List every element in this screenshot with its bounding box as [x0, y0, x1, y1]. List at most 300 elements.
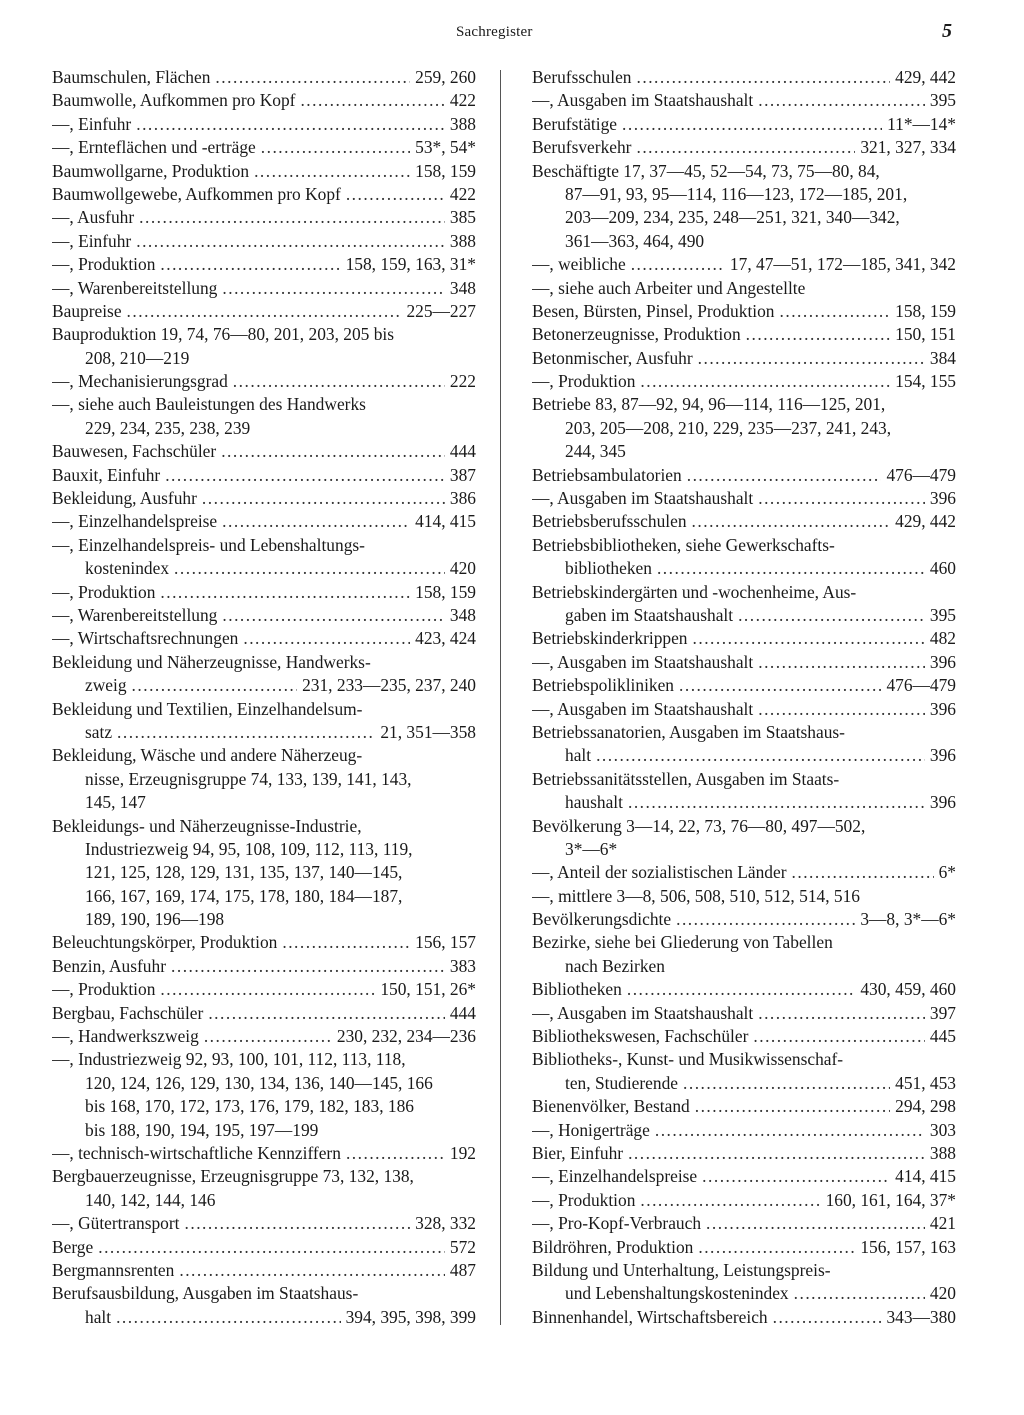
index-term: —, Handwerkszweig — [52, 1026, 199, 1047]
dot-leader — [132, 674, 298, 697]
index-entry — [52, 651, 476, 674]
index-entry — [532, 464, 956, 487]
index-entry — [532, 370, 956, 393]
index-entry — [532, 487, 956, 510]
index-term: Betriebspolikliniken — [532, 675, 675, 696]
index-term: —, Anteil der sozialistischen Länder — [532, 862, 787, 883]
page-reference: 386 — [449, 488, 476, 509]
index-term: Bekleidung, Ausfuhr — [52, 488, 197, 509]
dot-leader — [222, 277, 445, 300]
index-entry — [52, 487, 476, 510]
index-term: haushalt — [565, 792, 623, 813]
page-reference: 156, 157 — [415, 932, 476, 953]
dot-leader — [640, 370, 890, 393]
dot-leader — [185, 1212, 411, 1235]
index-entry — [52, 300, 476, 323]
index-entry — [532, 721, 956, 744]
dot-leader — [631, 253, 725, 276]
index-term: Baumwolle, Aufkommen pro Kopf — [52, 90, 296, 111]
dot-leader — [758, 487, 925, 510]
index-term: Berge — [52, 1236, 94, 1257]
dot-leader — [174, 557, 445, 580]
index-term: 203, 205—208, 210, 229, 235—237, 241, 243, — [565, 417, 892, 438]
index-entry — [52, 206, 476, 229]
index-term: 361—363, 464, 490 — [565, 230, 705, 251]
index-entry — [532, 206, 956, 229]
index-term: —, Warenbereitstellung — [52, 277, 218, 298]
page-reference: 487 — [449, 1259, 476, 1280]
index-entry — [52, 721, 476, 744]
page-reference: 17, 47—51, 172—185, 341, 342 — [729, 254, 956, 275]
page-reference: 160, 161, 164, 37* — [825, 1189, 956, 1210]
index-entry — [532, 1119, 956, 1142]
index-entry — [532, 1142, 956, 1165]
index-term: —, Produktion — [52, 979, 156, 1000]
index-term: —, Einzelhandelspreise — [52, 511, 218, 532]
index-entry — [532, 955, 956, 978]
page-reference: 429, 442 — [895, 511, 956, 532]
page-reference: 53*, 54* — [415, 137, 476, 158]
index-entry — [52, 978, 476, 1001]
index-entry — [52, 815, 476, 838]
dot-leader — [698, 347, 925, 370]
index-entry — [52, 1306, 476, 1329]
page-reference: 476—479 — [886, 675, 956, 696]
index-term: bis 168, 170, 172, 173, 176, 179, 182, 183, 186 — [85, 1096, 414, 1117]
index-entry — [532, 277, 956, 300]
index-entry — [52, 791, 476, 814]
index-term: Betriebe 83, 87—92, 94, 96—114, 116—125, 201, — [532, 394, 886, 415]
index-entry — [52, 160, 476, 183]
index-term: —, Industriezweig 92, 93, 100, 101, 112, 113, 118, — [52, 1049, 406, 1070]
index-entry — [532, 136, 956, 159]
dot-leader — [687, 464, 882, 487]
index-term: Bildung und Unterhaltung, Leistungspreis- — [532, 1259, 831, 1280]
index-entry — [52, 931, 476, 954]
index-term: 120, 124, 126, 129, 130, 134, 136, 140—145, 166 — [85, 1072, 433, 1093]
index-entry — [532, 1095, 956, 1118]
page-reference: 421 — [929, 1213, 956, 1234]
index-term: Bergbauerzeugnisse, Erzeugnisgruppe 73, 132, 138, — [52, 1166, 414, 1187]
index-term: Betriebskinderkrippen — [532, 628, 688, 649]
index-term: Betonerzeugnisse, Produktion — [532, 324, 741, 345]
index-term: Bezirke, siehe bei Gliederung von Tabellen — [532, 932, 833, 953]
dot-leader — [204, 1025, 332, 1048]
dot-leader — [679, 674, 881, 697]
page-reference: 303 — [929, 1119, 956, 1140]
index-term: —, Ernteflächen und -erträge — [52, 137, 256, 158]
dot-leader — [282, 931, 410, 954]
page-reference: 192 — [449, 1142, 476, 1163]
dot-leader — [640, 1189, 820, 1212]
index-entry — [52, 1165, 476, 1188]
index-entry — [52, 66, 476, 89]
page-reference: 385 — [449, 207, 476, 228]
index-term: —, Produktion — [52, 581, 156, 602]
page-reference: 259, 260 — [415, 67, 476, 87]
index-entry — [52, 183, 476, 206]
dot-leader — [738, 604, 925, 627]
index-term: 87—91, 93, 95—114, 116—123, 172—185, 201, — [565, 183, 908, 204]
page-reference: 156, 157, 163 — [860, 1236, 956, 1257]
dot-leader — [346, 1142, 445, 1165]
dot-leader — [215, 66, 410, 89]
index-entry — [532, 347, 956, 370]
page-reference: 429, 442 — [895, 67, 956, 87]
page-reference: 158, 159 — [415, 160, 476, 181]
page-reference: 444 — [449, 1002, 476, 1023]
page-header — [0, 22, 1024, 46]
index-entry — [52, 230, 476, 253]
page-reference: 388 — [929, 1142, 956, 1163]
index-entry — [52, 744, 476, 767]
dot-leader — [628, 791, 925, 814]
dot-leader — [698, 1236, 855, 1259]
page-reference: 395 — [929, 90, 956, 111]
dot-leader — [792, 861, 934, 884]
index-entry — [52, 955, 476, 978]
page-reference: 420 — [929, 1283, 956, 1304]
index-term: Baumschulen, Flächen — [52, 67, 211, 87]
dot-leader — [596, 744, 925, 767]
index-entry — [52, 464, 476, 487]
index-entry — [532, 581, 956, 604]
index-entry — [52, 674, 476, 697]
index-entry — [532, 1236, 956, 1259]
index-entry — [532, 160, 956, 183]
dot-leader — [160, 581, 410, 604]
dot-leader — [676, 908, 855, 931]
index-entry — [52, 581, 476, 604]
index-term: —, Ausgaben im Staatshaushalt — [532, 651, 754, 672]
index-entry — [532, 698, 956, 721]
index-term: —, Mechanisierungsgrad — [52, 371, 228, 392]
dot-leader — [693, 627, 925, 650]
index-term: halt — [85, 1306, 112, 1327]
index-entry — [532, 510, 956, 533]
index-term: Berufsverkehr — [532, 137, 632, 158]
index-term: Bauwesen, Fachschüler — [52, 441, 217, 462]
dot-leader — [117, 721, 375, 744]
page-reference: 460 — [929, 558, 956, 579]
dot-leader — [758, 651, 925, 674]
index-entry — [532, 230, 956, 253]
index-term: Bekleidung und Näherzeugnisse, Handwerks- — [52, 651, 371, 672]
page-reference: 422 — [449, 90, 476, 111]
dot-leader — [695, 1095, 890, 1118]
index-term: 166, 167, 169, 174, 175, 178, 180, 184—187, — [85, 885, 403, 906]
index-term: Bergbau, Fachschüler — [52, 1002, 204, 1023]
index-entry — [532, 744, 956, 767]
index-entry — [52, 838, 476, 861]
dot-leader — [160, 253, 340, 276]
index-entry — [532, 253, 956, 276]
index-term: —, technisch-wirtschaftliche Kennziffern — [52, 1142, 341, 1163]
index-column-right — [532, 66, 956, 1329]
index-term: Bildröhren, Produktion — [532, 1236, 694, 1257]
index-term: halt — [565, 745, 592, 766]
index-term: —, Ausgaben im Staatshaushalt — [532, 90, 754, 111]
page-reference: 445 — [929, 1026, 956, 1047]
index-entry — [52, 1095, 476, 1118]
page-reference: 158, 159 — [895, 300, 956, 321]
page-reference: 150, 151 — [895, 324, 956, 345]
index-entry — [52, 1119, 476, 1142]
index-entry — [52, 277, 476, 300]
page-reference: 158, 159, 163, 31* — [345, 254, 476, 275]
dot-leader — [622, 113, 882, 136]
index-term: Bevölkerungsdichte — [532, 909, 672, 930]
dot-leader — [165, 464, 445, 487]
dot-leader — [254, 160, 410, 183]
dot-leader — [628, 1142, 925, 1165]
index-term: Baumwollgarne, Produktion — [52, 160, 250, 181]
dot-leader — [208, 1002, 445, 1025]
page-reference: 396 — [929, 488, 956, 509]
index-entry — [532, 557, 956, 580]
page-reference: 422 — [449, 183, 476, 204]
index-entry — [532, 66, 956, 89]
index-term: —, Produktion — [532, 371, 636, 392]
index-term: —, mittlere 3—8, 506, 508, 510, 512, 514, 516 — [532, 885, 860, 906]
dot-leader — [706, 1212, 925, 1235]
dot-leader — [780, 300, 891, 323]
index-entry — [532, 393, 956, 416]
index-term: —, Ausfuhr — [52, 207, 135, 228]
index-entry — [532, 1048, 956, 1071]
dot-leader — [627, 978, 856, 1001]
index-term: gaben im Staatshaushalt — [565, 604, 734, 625]
page-reference: 348 — [449, 277, 476, 298]
page-reference: 396 — [929, 651, 956, 672]
page-reference: 444 — [449, 441, 476, 462]
index-entry — [52, 113, 476, 136]
index-term: 121, 125, 128, 129, 131, 135, 137, 140—145, — [85, 862, 403, 883]
page-reference: 476—479 — [886, 464, 956, 485]
index-entry — [52, 1048, 476, 1071]
index-entry — [52, 534, 476, 557]
index-term: —, Wirtschaftsrechnungen — [52, 628, 239, 649]
dot-leader — [637, 66, 891, 89]
dot-leader — [758, 1002, 925, 1025]
index-entry — [532, 931, 956, 954]
index-entry — [532, 1212, 956, 1235]
index-entry — [52, 1259, 476, 1282]
dot-leader — [746, 323, 890, 346]
index-entry — [52, 89, 476, 112]
index-entry — [532, 627, 956, 650]
index-term: 140, 142, 144, 146 — [85, 1189, 216, 1210]
index-term: Betonmischer, Ausfuhr — [532, 347, 693, 368]
index-entry — [52, 1212, 476, 1235]
page-reference: 396 — [929, 792, 956, 813]
index-term: Bibliothekswesen, Fachschüler — [532, 1026, 749, 1047]
index-entry — [52, 370, 476, 393]
dot-leader — [657, 557, 925, 580]
page-number: 5 — [942, 20, 952, 42]
page-reference: 154, 155 — [895, 371, 956, 392]
index-term: —, Einzelhandelspreis- und Lebenshaltungs- — [52, 534, 365, 555]
index-term: Betriebsbibliotheken, siehe Gewerkschafts- — [532, 534, 835, 555]
index-term: Betriebsberufsschulen — [532, 511, 687, 532]
page-reference: 482 — [929, 628, 956, 649]
page-reference: 222 — [449, 371, 476, 392]
index-entry — [532, 300, 956, 323]
index-term: —, Warenbereitstellung — [52, 604, 218, 625]
dot-leader — [136, 113, 445, 136]
index-entry — [52, 510, 476, 533]
page-reference: 225—227 — [406, 300, 476, 321]
running-title: Sachregister — [456, 24, 533, 40]
index-term: Bauxit, Einfuhr — [52, 464, 161, 485]
dot-leader — [139, 206, 445, 229]
index-entry — [532, 417, 956, 440]
dot-leader — [655, 1119, 925, 1142]
index-entry — [52, 136, 476, 159]
index-term: —, Produktion — [532, 1189, 636, 1210]
index-term: 244, 345 — [565, 441, 626, 462]
dot-leader — [758, 698, 925, 721]
page-reference: 158, 159 — [415, 581, 476, 602]
index-term: 145, 147 — [85, 792, 146, 813]
index-entry — [532, 1189, 956, 1212]
index-term: Benzin, Ausfuhr — [52, 955, 166, 976]
page-reference: 21, 351—358 — [380, 721, 476, 742]
dot-leader — [116, 1306, 340, 1329]
index-entry — [532, 651, 956, 674]
index-term: Bekleidungs- und Näherzeugnisse-Industrie, — [52, 815, 362, 836]
index-term: Baupreise — [52, 300, 122, 321]
page-reference: 397 — [929, 1002, 956, 1023]
page-reference: 150, 151, 26* — [380, 979, 476, 1000]
dot-leader — [171, 955, 445, 978]
index-entry — [52, 417, 476, 440]
index-entry — [52, 1072, 476, 1095]
page-reference: 414, 415 — [895, 1166, 956, 1187]
page-reference: 231, 233—235, 237, 240 — [302, 675, 476, 696]
index-term: und Lebenshaltungskostenindex — [565, 1283, 789, 1304]
index-entry — [52, 1025, 476, 1048]
page-reference: 343—380 — [886, 1306, 956, 1327]
index-term: 3*—6* — [565, 838, 618, 859]
index-term: Bienenvölker, Bestand — [532, 1096, 690, 1117]
index-term: —, Gütertransport — [52, 1213, 180, 1234]
index-entry — [52, 557, 476, 580]
page-reference: 387 — [449, 464, 476, 485]
page-reference: 572 — [449, 1236, 476, 1257]
page-reference: 383 — [449, 955, 476, 976]
index-entry — [532, 1259, 956, 1282]
index-entry — [532, 1002, 956, 1025]
index-term: bibliotheken — [565, 558, 652, 579]
index-term: —, siehe auch Bauleistungen des Handwerks — [52, 394, 366, 415]
page-reference: 3—8, 3*—6* — [860, 909, 956, 930]
index-term: 189, 190, 196—198 — [85, 909, 225, 930]
index-term: —, Ausgaben im Staatshaushalt — [532, 1002, 754, 1023]
index-entry — [532, 885, 956, 908]
index-entry — [52, 1002, 476, 1025]
dot-leader — [98, 1236, 445, 1259]
index-term: Baumwollgewebe, Aufkommen pro Kopf — [52, 183, 341, 204]
index-entry — [52, 627, 476, 650]
index-term: Industriezweig 94, 95, 108, 109, 112, 113, 119, — [85, 838, 413, 859]
index-term: —, Pro-Kopf-Verbrauch — [532, 1213, 702, 1234]
index-term: ten, Studierende — [565, 1072, 679, 1093]
dot-leader — [346, 183, 445, 206]
index-entry — [52, 698, 476, 721]
index-entry — [52, 908, 476, 931]
page-reference: 230, 232, 234—236 — [336, 1026, 476, 1047]
page-reference: 423, 424 — [415, 628, 476, 649]
index-term: —, Einfuhr — [52, 113, 132, 134]
dot-leader — [753, 1025, 925, 1048]
page-reference: 395 — [929, 604, 956, 625]
index-term: kostenindex — [85, 558, 170, 579]
index-term: Bekleidung und Textilien, Einzelhandelsum- — [52, 698, 363, 719]
index-term: 208, 210—219 — [85, 347, 190, 368]
dot-leader — [683, 1072, 890, 1095]
index-entry — [532, 838, 956, 861]
column-divider — [500, 70, 501, 1325]
dot-leader — [702, 1165, 890, 1188]
dot-leader — [179, 1259, 445, 1282]
index-entry — [532, 815, 956, 838]
page-reference: 414, 415 — [415, 511, 476, 532]
page-reference: 321, 327, 334 — [860, 137, 956, 158]
index-term: —, weibliche — [532, 254, 626, 275]
page-reference: 348 — [449, 604, 476, 625]
index-term: Betriebskindergärten und -wochenheime, Aus- — [532, 581, 857, 602]
dot-leader — [794, 1282, 925, 1305]
index-entry — [52, 1189, 476, 1212]
index-term: Bier, Einfuhr — [532, 1142, 624, 1163]
page-reference: 328, 332 — [415, 1213, 476, 1234]
index-term: —, Einzelhandelspreise — [532, 1166, 698, 1187]
page-reference: 396 — [929, 698, 956, 719]
index-term: 229, 234, 235, 238, 239 — [85, 417, 251, 438]
index-entry — [532, 89, 956, 112]
index-entry — [52, 885, 476, 908]
page-reference: 396 — [929, 745, 956, 766]
index-entry — [532, 604, 956, 627]
index-term: —, Produktion — [52, 254, 156, 275]
dot-leader — [160, 978, 375, 1001]
index-entry — [532, 534, 956, 557]
page-reference: 394, 395, 398, 399 — [345, 1306, 476, 1327]
index-term: 203—209, 234, 235, 248—251, 321, 340—342, — [565, 207, 900, 228]
index-term: Bibliotheks-, Kunst- und Musikwissenschaf- — [532, 1049, 844, 1070]
dot-leader — [243, 627, 410, 650]
index-entry — [532, 440, 956, 463]
index-entry — [532, 1025, 956, 1048]
index-term: Bekleidung, Wäsche und andere Näherzeug- — [52, 745, 363, 766]
page-reference: 451, 453 — [895, 1072, 956, 1093]
index-term: zweig — [85, 675, 127, 696]
page-reference: 6* — [938, 862, 956, 883]
index-column-left — [52, 66, 476, 1329]
dot-leader — [758, 89, 925, 112]
index-term: Besen, Bürsten, Pinsel, Produktion — [532, 300, 775, 321]
index-entry — [532, 113, 956, 136]
index-term: Betriebssanatorien, Ausgaben im Staatshaus- — [532, 721, 845, 742]
index-term: Berufsausbildung, Ausgaben im Staatshaus- — [52, 1283, 359, 1304]
dot-leader — [127, 300, 402, 323]
dot-leader — [136, 230, 445, 253]
index-term: —, Einfuhr — [52, 230, 132, 251]
index-term: Berufsschulen — [532, 67, 632, 87]
index-entry — [52, 861, 476, 884]
index-term: nach Bezirken — [565, 955, 665, 976]
